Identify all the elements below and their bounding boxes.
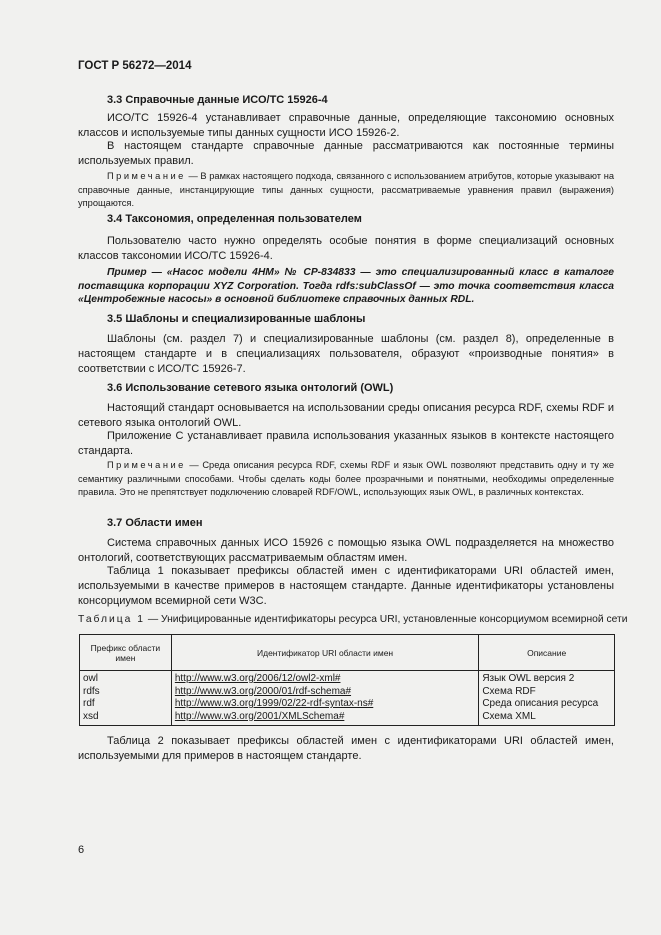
section-3-7-paragraph-1: Система справочных данных ИСО 15926 с помощью языка OWL подразделяется на множество онтологий, соответствующих рассматриваемым областям имен.: [78, 537, 614, 564]
section-3-3-title: 3.3 Справочные данные ИСО/ТС 15926-4: [107, 94, 328, 106]
table-header-row: [80, 635, 615, 671]
section-3-6-note: [78, 459, 614, 500]
section-3-4-example: Пример — «Насос модели 4НМ» № СР-834833 — это специализированный класс в каталоге поставщика корпорации XYZ Corporation. Тогда rdfs:subClassOf — это точка соответствия класса «Центробежные насосы» в основной библиотеке справочных данных RDL.: [78, 267, 614, 305]
section-3-4-paragraph-1: Пользователю часто нужно определять особые понятия в форме специализаций основных классов таксономии ИСО/ТС 15926-4.: [78, 235, 614, 262]
paragraph-after-table: Таблица 2 показывает префиксы областей имен с идентификаторами URI областей имен, используемыми для примеров в настоящем стандарте.: [78, 735, 614, 762]
section-3-3-note: [78, 170, 614, 211]
column-header-description: Описание: [479, 635, 615, 671]
section-3-4-title: 3.4 Таксономия, определенная пользователем: [107, 213, 362, 225]
uri-link[interactable]: http://www.w3.org/2001/XMLSchema#: [174, 710, 345, 722]
note-label: Примечание: [107, 460, 186, 470]
section-3-5-paragraph-1: Шаблоны (см. раздел 7) и специализированные шаблоны (см. раздел 8), определенные в настоящем стандарте и в специализациях пользователя, образуют «производные понятия» в соответствии с ИСО/ТС 15926-7.: [78, 333, 614, 375]
section-3-3-paragraph-1: ИСО/ТС 15926-4 устанавливает справочные данные, определяющие таксономию основных классов и используемые типы данных сущности ИСО 15926-2.: [78, 112, 614, 139]
table-1-caption: [78, 614, 627, 625]
uri-link[interactable]: http://www.w3.org/2006/12/owl2-xml#: [174, 673, 341, 684]
column-header-prefix: Префикс области имен: [80, 635, 172, 671]
table-cell: Среда описания ресурса: [482, 698, 599, 709]
section-3-3-paragraph-2: В настоящем стандарте справочные данные рассматриваются как постоянные термины используемых правил.: [78, 140, 614, 167]
section-3-6-title: 3.6 Использование сетевого языка онтологий (OWL): [107, 382, 394, 394]
section-3-6-paragraph-1: Настоящий стандарт основывается на использовании среды описания ресурса RDF, схемы RDF и сетевого языка онтологий OWL.: [78, 402, 614, 429]
table-caption-label: Таблица 1: [78, 614, 145, 625]
section-3-7-paragraph-2: Таблица 1 показывает префиксы областей имен с идентификаторами URI областей имен, используемыми в качестве примеров в настоящем стандарте. Данные идентификаторы установлены консорциумом всемирной сети W3C.: [78, 565, 614, 607]
table-cell: owl: [83, 673, 99, 684]
uri-cells: [171, 671, 478, 726]
table-cell: Схема RDF: [482, 685, 536, 697]
page-number: 6: [78, 844, 85, 856]
section-3-5-title: 3.5 Шаблоны и специализированные шаблоны: [107, 313, 366, 325]
table-cell: rdfs: [83, 685, 100, 697]
table-cell: Схема XML: [482, 710, 536, 722]
note-text: — В рамках настоящего подхода, связанного с использованием атрибутов, которые указывают на справочные данные, инстанцирующие типы данных сущности, рассматриваемые уравнения правил (выражения) упрощаются.: [78, 171, 614, 208]
note-label: Примечание: [107, 171, 186, 181]
table-cell: xsd: [83, 710, 99, 722]
uri-link[interactable]: http://www.w3.org/2000/01/rdf-schema#: [174, 685, 352, 697]
table-1: [79, 634, 615, 726]
document-header: ГОСТ Р 56272—2014: [78, 60, 192, 72]
table-cell: Язык OWL версия 2: [482, 673, 575, 684]
section-3-6-paragraph-2: Приложение С устанавливает правила использования указанных языков в контексте настоящего стандарта.: [78, 430, 614, 457]
uri-link[interactable]: http://www.w3.org/1999/02/22-rdf-syntax-ns#: [174, 698, 374, 709]
table-cell: rdf: [83, 698, 95, 709]
note-text: — Среда описания ресурса RDF, схемы RDF и язык OWL позволяют представить одну и ту же семантику различными способами. Чтобы сделать коды более прозрачными и понятными, необходимы определенные правила. Это не препятствует подключению словарей RDF/OWL, использующих язык OWL, в различных контекстах.: [78, 460, 614, 497]
section-3-7-title: 3.7 Области имен: [107, 517, 203, 529]
description-cells: [479, 671, 615, 726]
prefix-cells: [80, 671, 172, 726]
table-caption-text: — Унифицированные идентификаторы ресурса URI, установленные консорциумом всемирной сети: [144, 614, 628, 625]
table-body: [80, 671, 615, 726]
column-header-uri: Идентификатор URI области имен: [171, 635, 478, 671]
